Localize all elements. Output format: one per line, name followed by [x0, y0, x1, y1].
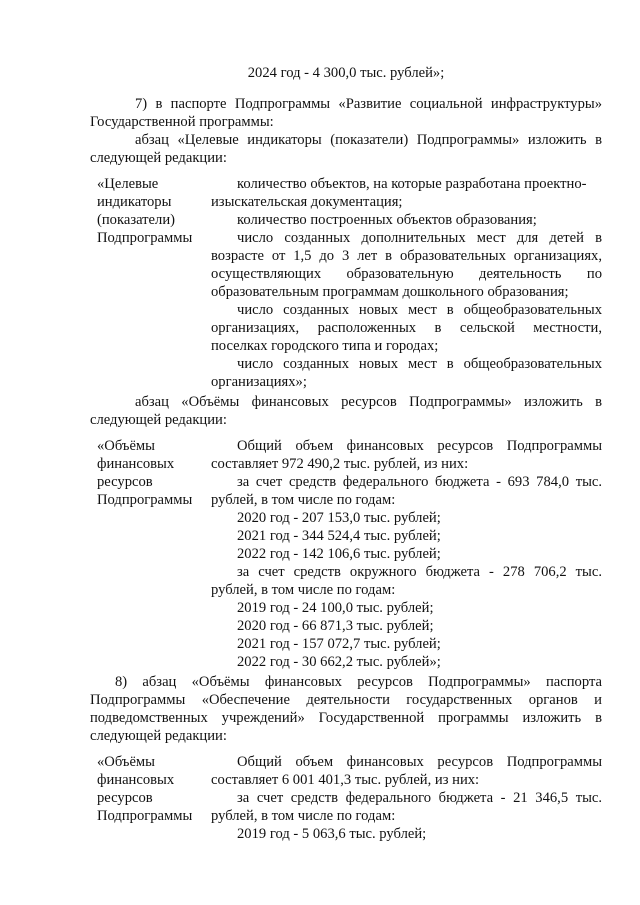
block3-text-4: рублей, в том числе по годам:: [211, 808, 396, 824]
block2-text-10: 2019 год - 24 100,0 тыс. рублей;: [237, 600, 434, 616]
item8-line-4: следующей редакции:: [90, 728, 227, 744]
block2-label-1: «Объёмы: [97, 438, 155, 454]
block1-text-7: образовательным программам дошкольного образования;: [211, 284, 569, 300]
block2-text-1: Общий объем финансовых ресурсов Подпрограммы: [237, 438, 602, 454]
item8-line-3: подведомственных учреждений» Государственной программы изложить в: [90, 710, 602, 726]
block2-label-4: Подпрограммы: [97, 492, 193, 508]
block2-text-4: рублей, в том числе по годам:: [211, 492, 396, 508]
block2-label-2: финансовых: [97, 456, 175, 472]
block1-text-4: число созданных дополнительных мест для детей в: [237, 230, 602, 246]
block2-text-11: 2020 год - 66 871,3 тыс. рублей;: [237, 618, 434, 634]
block2-text-12: 2021 год - 157 072,7 тыс. рублей;: [237, 636, 441, 652]
item7-line-1: 7) в паспорте Подпрограммы «Развитие социальной инфраструктуры»: [135, 96, 602, 112]
block3-label-4: Подпрограммы: [97, 808, 193, 824]
block3-label-3: ресурсов: [97, 790, 153, 806]
block1-text-3: количество построенных объектов образования;: [237, 212, 537, 228]
block1-text-2: изыскательская документация;: [211, 194, 403, 210]
block2-text-8: за счет средств окружного бюджета - 278 706,2 тыс.: [237, 564, 602, 580]
block2-text-6: 2021 год - 344 524,4 тыс. рублей;: [237, 528, 441, 544]
para2-line-1: абзац «Объёмы финансовых ресурсов Подпрограммы» изложить в: [135, 394, 602, 410]
block1-label-2: индикаторы: [97, 194, 172, 210]
item7-line-2: Государственной программы:: [90, 114, 274, 130]
block2-text-2: составляет 972 490,2 тыс. рублей, из них:: [211, 456, 469, 472]
block1-text-5: возрасте от 1,5 до 3 лет в образовательных организациях,: [211, 248, 602, 264]
block1-label-4: Подпрограммы: [97, 230, 193, 246]
block2-text-13: 2022 год - 30 662,2 тыс. рублей»;: [237, 654, 441, 670]
block3-text-3: за счет средств федерального бюджета - 21 346,5 тыс.: [237, 790, 602, 806]
para2-line-2: следующей редакции:: [90, 412, 227, 428]
block1-label-1: «Целевые: [97, 176, 159, 192]
block1-text-11: число созданных новых мест в общеобразовательных: [237, 356, 602, 372]
block2-text-3: за счет средств федерального бюджета - 693 784,0 тыс.: [237, 474, 602, 490]
block3-text-2: составляет 6 001 401,3 тыс. рублей, из них:: [211, 772, 480, 788]
block3-label-1: «Объёмы: [97, 754, 155, 770]
item8-line-1: 8) абзац «Объёмы финансовых ресурсов Подпрограммы» паспорта: [115, 674, 602, 690]
item8-line-2: Подпрограммы «Обеспечение деятельности государственных органов и: [90, 692, 602, 708]
top-line: 2024 год - 4 300,0 тыс. рублей»;: [247, 65, 445, 81]
block1-text-12: организациях»;: [211, 374, 307, 390]
block1-text-6: осуществляющих образовательную деятельность по: [211, 266, 602, 282]
block1-text-9: организациях, расположенных в сельской местности,: [211, 320, 602, 336]
item7-line-3: абзац «Целевые индикаторы (показатели) Подпрограммы» изложить в: [135, 132, 602, 148]
block3-text-1: Общий объем финансовых ресурсов Подпрограммы: [237, 754, 602, 770]
block2-label-3: ресурсов: [97, 474, 153, 490]
block3-label-2: финансовых: [97, 772, 175, 788]
block1-text-10: поселках городского типа и городах;: [211, 338, 439, 354]
block1-text-8: число созданных новых мест в общеобразовательных: [237, 302, 602, 318]
block3-text-5: 2019 год - 5 063,6 тыс. рублей;: [237, 826, 427, 842]
item7-line-4: следующей редакции:: [90, 150, 227, 166]
block2-text-9: рублей, в том числе по годам:: [211, 582, 396, 598]
block1-label-3: (показатели): [97, 212, 175, 228]
block2-text-7: 2022 год - 142 106,6 тыс. рублей;: [237, 546, 441, 562]
block1-text-1: количество объектов, на которые разработана проектно-: [237, 176, 587, 192]
block2-text-5: 2020 год - 207 153,0 тыс. рублей;: [237, 510, 441, 526]
